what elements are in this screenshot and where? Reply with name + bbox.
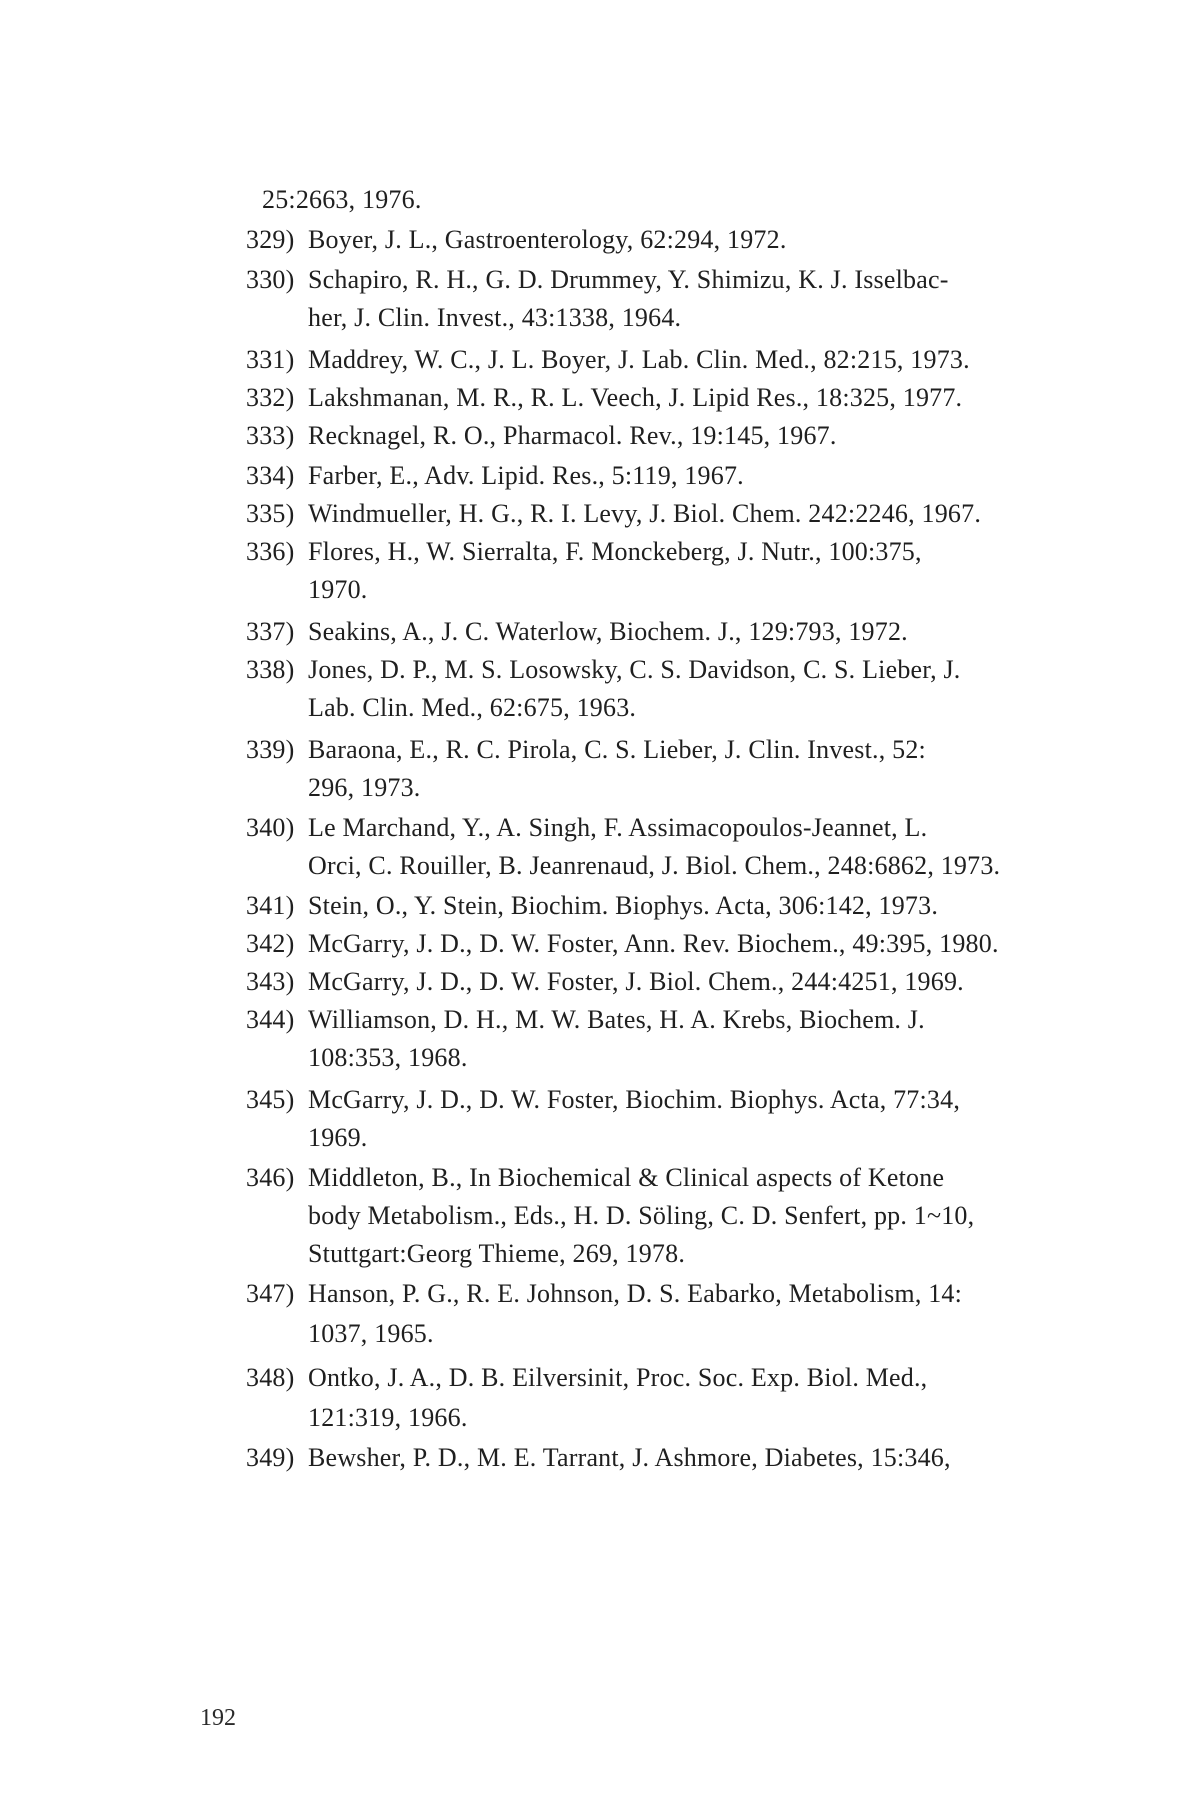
reference-item: [246, 459, 744, 493]
reference-item: [246, 965, 964, 999]
reference-number: 349): [246, 1443, 295, 1472]
reference-text-continued: Lab. Clin. Med., 62:675, 1963.: [308, 693, 637, 722]
reference-text: Maddrey, W. C., J. L. Boyer, J. Lab. Clin. Med., 82:215, 1973.: [308, 345, 970, 374]
reference-text: Middleton, B., In Biochemical & Clinical aspects of Ketone: [308, 1163, 945, 1192]
reference-text: Ontko, J. A., D. B. Eilversinit, Proc. Soc. Exp. Biol. Med.,: [308, 1363, 928, 1392]
reference-item: [246, 1361, 927, 1395]
reference-item: [246, 419, 837, 453]
reference-item: [246, 811, 927, 845]
reference-item: [246, 223, 787, 257]
reference-item: [246, 1161, 944, 1195]
reference-text: Seakins, A., J. C. Waterlow, Biochem. J., 129:793, 1972.: [308, 617, 908, 646]
reference-item: [246, 889, 938, 923]
reference-number: 334): [246, 461, 295, 490]
reference-text: Hanson, P. G., R. E. Johnson, D. S. Eabarko, Metabolism, 14:: [308, 1279, 963, 1308]
reference-number: 344): [246, 1005, 295, 1034]
reference-number: 342): [246, 929, 295, 958]
reference-number: 341): [246, 891, 295, 920]
reference-text: McGarry, J. D., D. W. Foster, Ann. Rev. Biochem., 49:395, 1980.: [308, 929, 999, 958]
reference-number: 332): [246, 383, 295, 412]
reference-item: [246, 1277, 962, 1311]
reference-item: [246, 381, 962, 415]
reference-item: [246, 653, 961, 687]
reference-text: Jones, D. P., M. S. Losowsky, C. S. Davidson, C. S. Lieber, J.: [308, 655, 961, 684]
reference-number: 345): [246, 1085, 295, 1114]
reference-item: [246, 263, 949, 297]
reference-text-continued: her, J. Clin. Invest., 43:1338, 1964.: [308, 303, 682, 332]
reference-item: [246, 343, 970, 377]
reference-item: [246, 535, 922, 569]
page-number: 192: [200, 1705, 236, 1731]
reference-item: [246, 733, 926, 767]
reference-text-continued: 1970.: [308, 575, 368, 604]
reference-text-continued: 1969.: [308, 1123, 368, 1152]
reference-text: Recknagel, R. O., Pharmacol. Rev., 19:145, 1967.: [308, 421, 837, 450]
reference-number: 333): [246, 421, 295, 450]
reference-item: [246, 927, 999, 961]
reference-text-continued: Orci, C. Rouiller, B. Jeanrenaud, J. Biol. Chem., 248:6862, 1973.: [308, 851, 1001, 880]
reference-text-continued: 296, 1973.: [308, 773, 421, 802]
reference-text: Williamson, D. H., M. W. Bates, H. A. Krebs, Biochem. J.: [308, 1005, 925, 1034]
reference-text-continued: 1037, 1965.: [308, 1319, 434, 1348]
reference-number: 338): [246, 655, 295, 684]
reference-number: 340): [246, 813, 295, 842]
reference-number: 336): [246, 537, 295, 566]
reference-text: Le Marchand, Y., A. Singh, F. Assimacopoulos-Jeannet, L.: [308, 813, 928, 842]
reference-text: Bewsher, P. D., M. E. Tarrant, J. Ashmore, Diabetes, 15:346,: [308, 1443, 951, 1472]
reference-item: [246, 1003, 925, 1037]
reference-text-continued: Stuttgart:Georg Thieme, 269, 1978.: [308, 1239, 686, 1268]
reference-number: 335): [246, 499, 295, 528]
reference-text: Schapiro, R. H., G. D. Drummey, Y. Shimizu, K. J. Isselbac-: [308, 265, 949, 294]
reference-item: [246, 615, 908, 649]
reference-text-continued: 121:319, 1966.: [308, 1403, 468, 1432]
reference-number: 347): [246, 1279, 295, 1308]
reference-number: 337): [246, 617, 295, 646]
reference-number: 330): [246, 265, 295, 294]
reference-text: Farber, E., Adv. Lipid. Res., 5:119, 1967.: [308, 461, 744, 490]
reference-number: 331): [246, 345, 295, 374]
reference-text: Baraona, E., R. C. Pirola, C. S. Lieber, J. Clin. Invest., 52:: [308, 735, 926, 764]
reference-text: Lakshmanan, M. R., R. L. Veech, J. Lipid Res., 18:325, 1977.: [308, 383, 963, 412]
reference-item: [246, 1441, 951, 1475]
reference-number: 329): [246, 225, 295, 254]
reference-item: [246, 1083, 960, 1117]
reference-text: Stein, O., Y. Stein, Biochim. Biophys. Acta, 306:142, 1973.: [308, 891, 939, 920]
reference-text-continued: 108:353, 1968.: [308, 1043, 468, 1072]
reference-number: 339): [246, 735, 295, 764]
reference-number: 346): [246, 1163, 295, 1192]
reference-text: Flores, H., W. Sierralta, F. Monckeberg, J. Nutr., 100:375,: [308, 537, 922, 566]
reference-text: Boyer, J. L., Gastroenterology, 62:294, 1972.: [308, 225, 787, 254]
reference-text-continued: body Metabolism., Eds., H. D. Söling, C. D. Senfert, pp. 1~10,: [308, 1201, 975, 1230]
reference-number: 343): [246, 967, 295, 996]
reference-continuation: 25:2663, 1976.: [262, 185, 422, 214]
reference-text: Windmueller, H. G., R. I. Levy, J. Biol. Chem. 242:2246, 1967.: [308, 499, 982, 528]
reference-item: [246, 497, 981, 531]
reference-text: McGarry, J. D., D. W. Foster, J. Biol. Chem., 244:4251, 1969.: [308, 967, 964, 996]
reference-number: 348): [246, 1363, 295, 1392]
reference-text: McGarry, J. D., D. W. Foster, Biochim. Biophys. Acta, 77:34,: [308, 1085, 961, 1114]
